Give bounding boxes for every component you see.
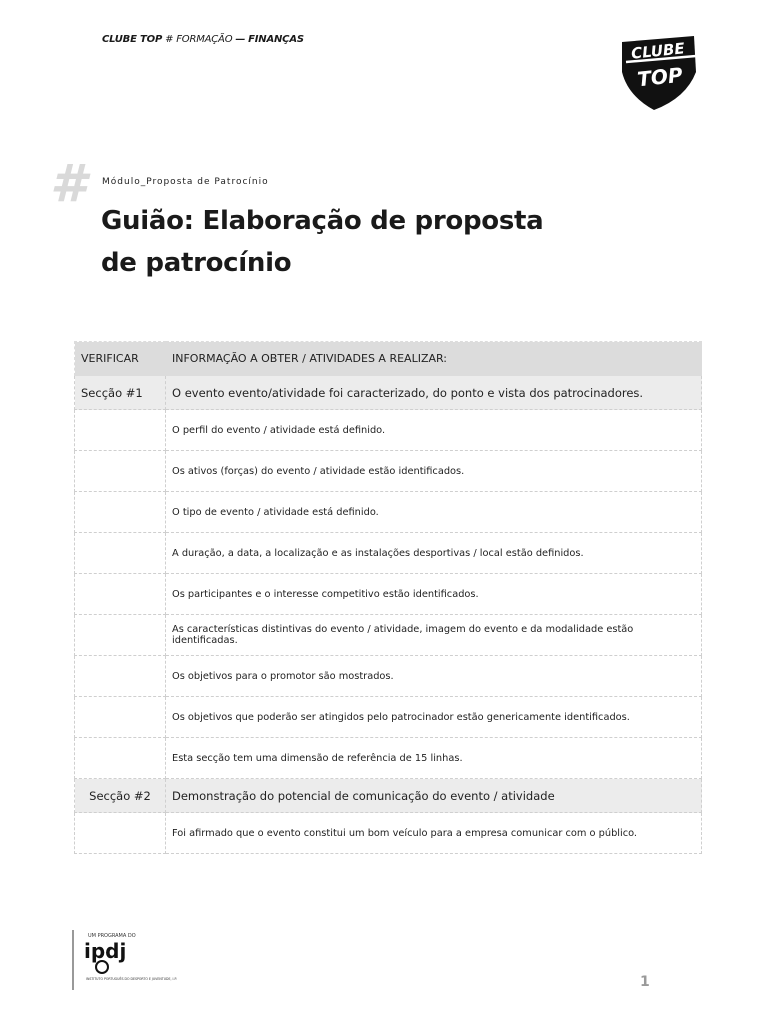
section-row [75,779,702,813]
table-row [75,492,702,533]
table-row [75,574,702,615]
item-text: Os objetivos para o promotor são mostrados. [166,656,702,697]
table-row [75,738,702,779]
item-text: Os ativos (forças) do evento / atividade estão identificados. [166,451,702,492]
section-title: O evento evento/atividade foi caracterizado, do ponto e vista dos patrocinadores. [166,376,702,410]
header-formacao: FORMAÇÃO [176,34,233,45]
table-row [75,615,702,656]
logo-text-bottom: TOP [636,62,684,92]
footer-ipdj: ipdj [84,939,127,963]
item-text: Foi afirmado que o evento constitui um bom veículo para a empresa comunicar com o público. [166,813,702,854]
table-row [75,533,702,574]
check-cell[interactable] [75,492,166,533]
table-header-row [75,342,702,376]
ipdj-logo-icon [72,928,177,992]
table-row [75,813,702,854]
page-title-line-2: de patrocínio [101,248,292,278]
table-row [75,410,702,451]
item-text: A duração, a data, a localização e as instalações desportivas / local estão definidos. [166,533,702,574]
section-title: Demonstração do potencial de comunicação do evento / atividade [166,779,702,813]
table-row [75,451,702,492]
check-cell[interactable] [75,813,166,854]
item-text: Os participantes e o interesse competitivo estão identificados. [166,574,702,615]
section-label: Secção #2 [75,779,166,813]
item-text: Esta secção tem uma dimensão de referência de 15 linhas. [166,738,702,779]
check-cell[interactable] [75,738,166,779]
hash-mark: # [50,154,87,214]
table-row [75,656,702,697]
header-club: CLUBE TOP [102,34,163,45]
header-hash: # [165,34,174,45]
item-text: O tipo de evento / atividade está definido. [166,492,702,533]
checklist-table [74,341,702,854]
table-header-informacao: INFORMAÇÃO A OBTER / ATIVIDADES A REALIZAR: [166,342,702,376]
check-cell[interactable] [75,451,166,492]
item-text: As características distintivas do evento / atividade, imagem do evento e da modalidade estão identificadas. [166,615,702,656]
item-text: O perfil do evento / atividade está definido. [166,410,702,451]
section-label: Secção #1 [75,376,166,410]
table-header-verificar: VERIFICAR [75,342,166,376]
check-cell[interactable] [75,574,166,615]
module-label: Módulo_Proposta de Patrocínio [102,177,269,187]
check-cell[interactable] [75,615,166,656]
check-cell[interactable] [75,656,166,697]
table-row [75,697,702,738]
logo-text-top: CLUBE [630,39,686,63]
page-title [101,200,543,284]
footer-ipdj-sub: INSTITUTO PORTUGUÊS DO DESPORTO E JUVENTUDE, I.P. [86,977,177,981]
header-dash: — [235,34,246,45]
section-row [75,376,702,410]
footer-program-label: UM PROGRAMA DO [88,933,136,939]
check-cell[interactable] [75,533,166,574]
page-title-line-1: Guião: Elaboração de proposta [101,206,544,236]
header-financas: FINANÇAS [248,34,304,45]
document-header [102,34,304,45]
item-text: Os objetivos que poderão ser atingidos pelo patrocinador estão genericamente identificados. [166,697,702,738]
check-cell[interactable] [75,697,166,738]
page-number: 1 [640,974,650,990]
clube-top-logo-icon [616,32,700,112]
check-cell[interactable] [75,410,166,451]
